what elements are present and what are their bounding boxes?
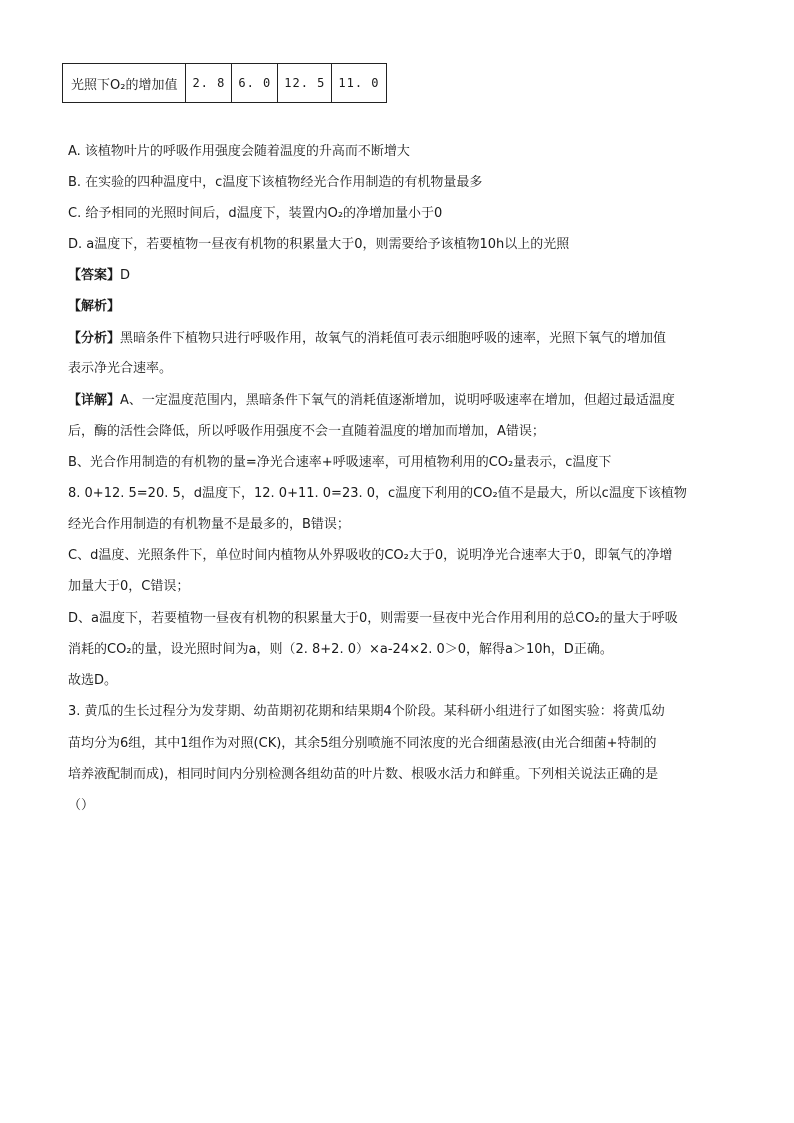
detail-text-c1: C、d温度、光照条件下，单位时间内植物从外界吸收的CO₂大于0，说明净光合速率大于0，即氧气的净增 — [68, 548, 673, 563]
detail-text-c2: 加量大于0，C错误； — [68, 579, 190, 594]
detail-conclusion: 故选D。 — [68, 673, 118, 688]
analysis-label: 【解析】 — [68, 299, 121, 314]
detail-text-a2: 后，酶的活性会降低，所以呼吸作用强度不会一直随着温度的增加而增加，A错误； — [68, 424, 545, 439]
detail-line-a1 — [68, 393, 675, 409]
fenxi-label: 【分析】 — [68, 331, 121, 346]
detail-text-b2: 8. 0+12. 5=20. 5，d温度下，12. 0+11. 0=23. 0，c温度下利用的CO₂值不是最大，所以c温度下该植物 — [68, 486, 687, 501]
fenxi-line-1 — [68, 331, 666, 347]
table-cell: 2. 8 — [186, 64, 232, 103]
question3-line-1: 3. 黄瓜的生长过程分为发芽期、幼苗期初花期和结果期4个阶段。某科研小组进行了如图实验：将黄瓜幼 — [68, 704, 665, 719]
table-cell: 11. 0 — [332, 64, 386, 103]
data-table — [62, 63, 387, 103]
table-header-cell: 光照下O₂的增加值 — [63, 64, 186, 103]
detail-text-a1: A、一定温度范围内，黑暗条件下氧气的消耗值逐渐增加，说明呼吸速率在增加，但超过最适温度 — [120, 393, 675, 408]
detail-text-b3: 经光合作用制造的有机物量不是最多的，B错误； — [68, 517, 350, 532]
table-cell: 6. 0 — [232, 64, 278, 103]
fenxi-text-2: 表示净光合速率。 — [68, 361, 173, 376]
option-c: C. 给予相同的光照时间后，d温度下，装置内O₂的净增加量小于0 — [68, 206, 443, 221]
answer-label: 【答案】 — [68, 268, 121, 283]
detail-text-d1: D、a温度下，若要植物一昼夜有机物的积累量大于0，则需要一昼夜中光合作用利用的总CO₂的量大于呼吸 — [68, 611, 678, 626]
table-cell: 12. 5 — [278, 64, 332, 103]
detail-text-b1: B、光合作用制造的有机物的量=净光合速率+呼吸速率，可用植物利用的CO₂量表示，c温度下 — [68, 455, 612, 470]
question3-line-4: （） — [68, 798, 95, 813]
fenxi-text-1: 黑暗条件下植物只进行呼吸作用，故氧气的消耗值可表示细胞呼吸的速率，光照下氧气的增加值 — [120, 331, 667, 346]
question3-line-3: 培养液配制而成)，相同时间内分别检测各组幼苗的叶片数、根吸水活力和鲜重。下列相关说法正确的是 — [68, 767, 659, 782]
question3-line-2: 苗均分为6组，其中1组作为对照(CK)，其余5组分别喷施不同浓度的光合细菌悬液(由光合细菌+特制的 — [68, 736, 657, 751]
option-b: B. 在实验的四种温度中，c温度下该植物经光合作用制造的有机物量最多 — [68, 175, 483, 190]
option-d: D. a温度下，若要植物一昼夜有机物的积累量大于0，则需要给予该植物10h以上的光照 — [68, 237, 570, 252]
detail-text-d2: 消耗的CO₂的量，设光照时间为a，则（2. 8+2. 0）×a-24×2. 0＞0，解得a＞10h，D正确。 — [68, 642, 613, 657]
option-a: A. 该植物叶片的呼吸作用强度会随着温度的升高而不断增大 — [68, 144, 410, 159]
analysis-heading — [68, 299, 120, 315]
answer-line — [68, 268, 130, 284]
table-row — [63, 64, 387, 103]
detail-label: 【详解】 — [68, 393, 121, 408]
answer-value: D — [120, 268, 131, 283]
